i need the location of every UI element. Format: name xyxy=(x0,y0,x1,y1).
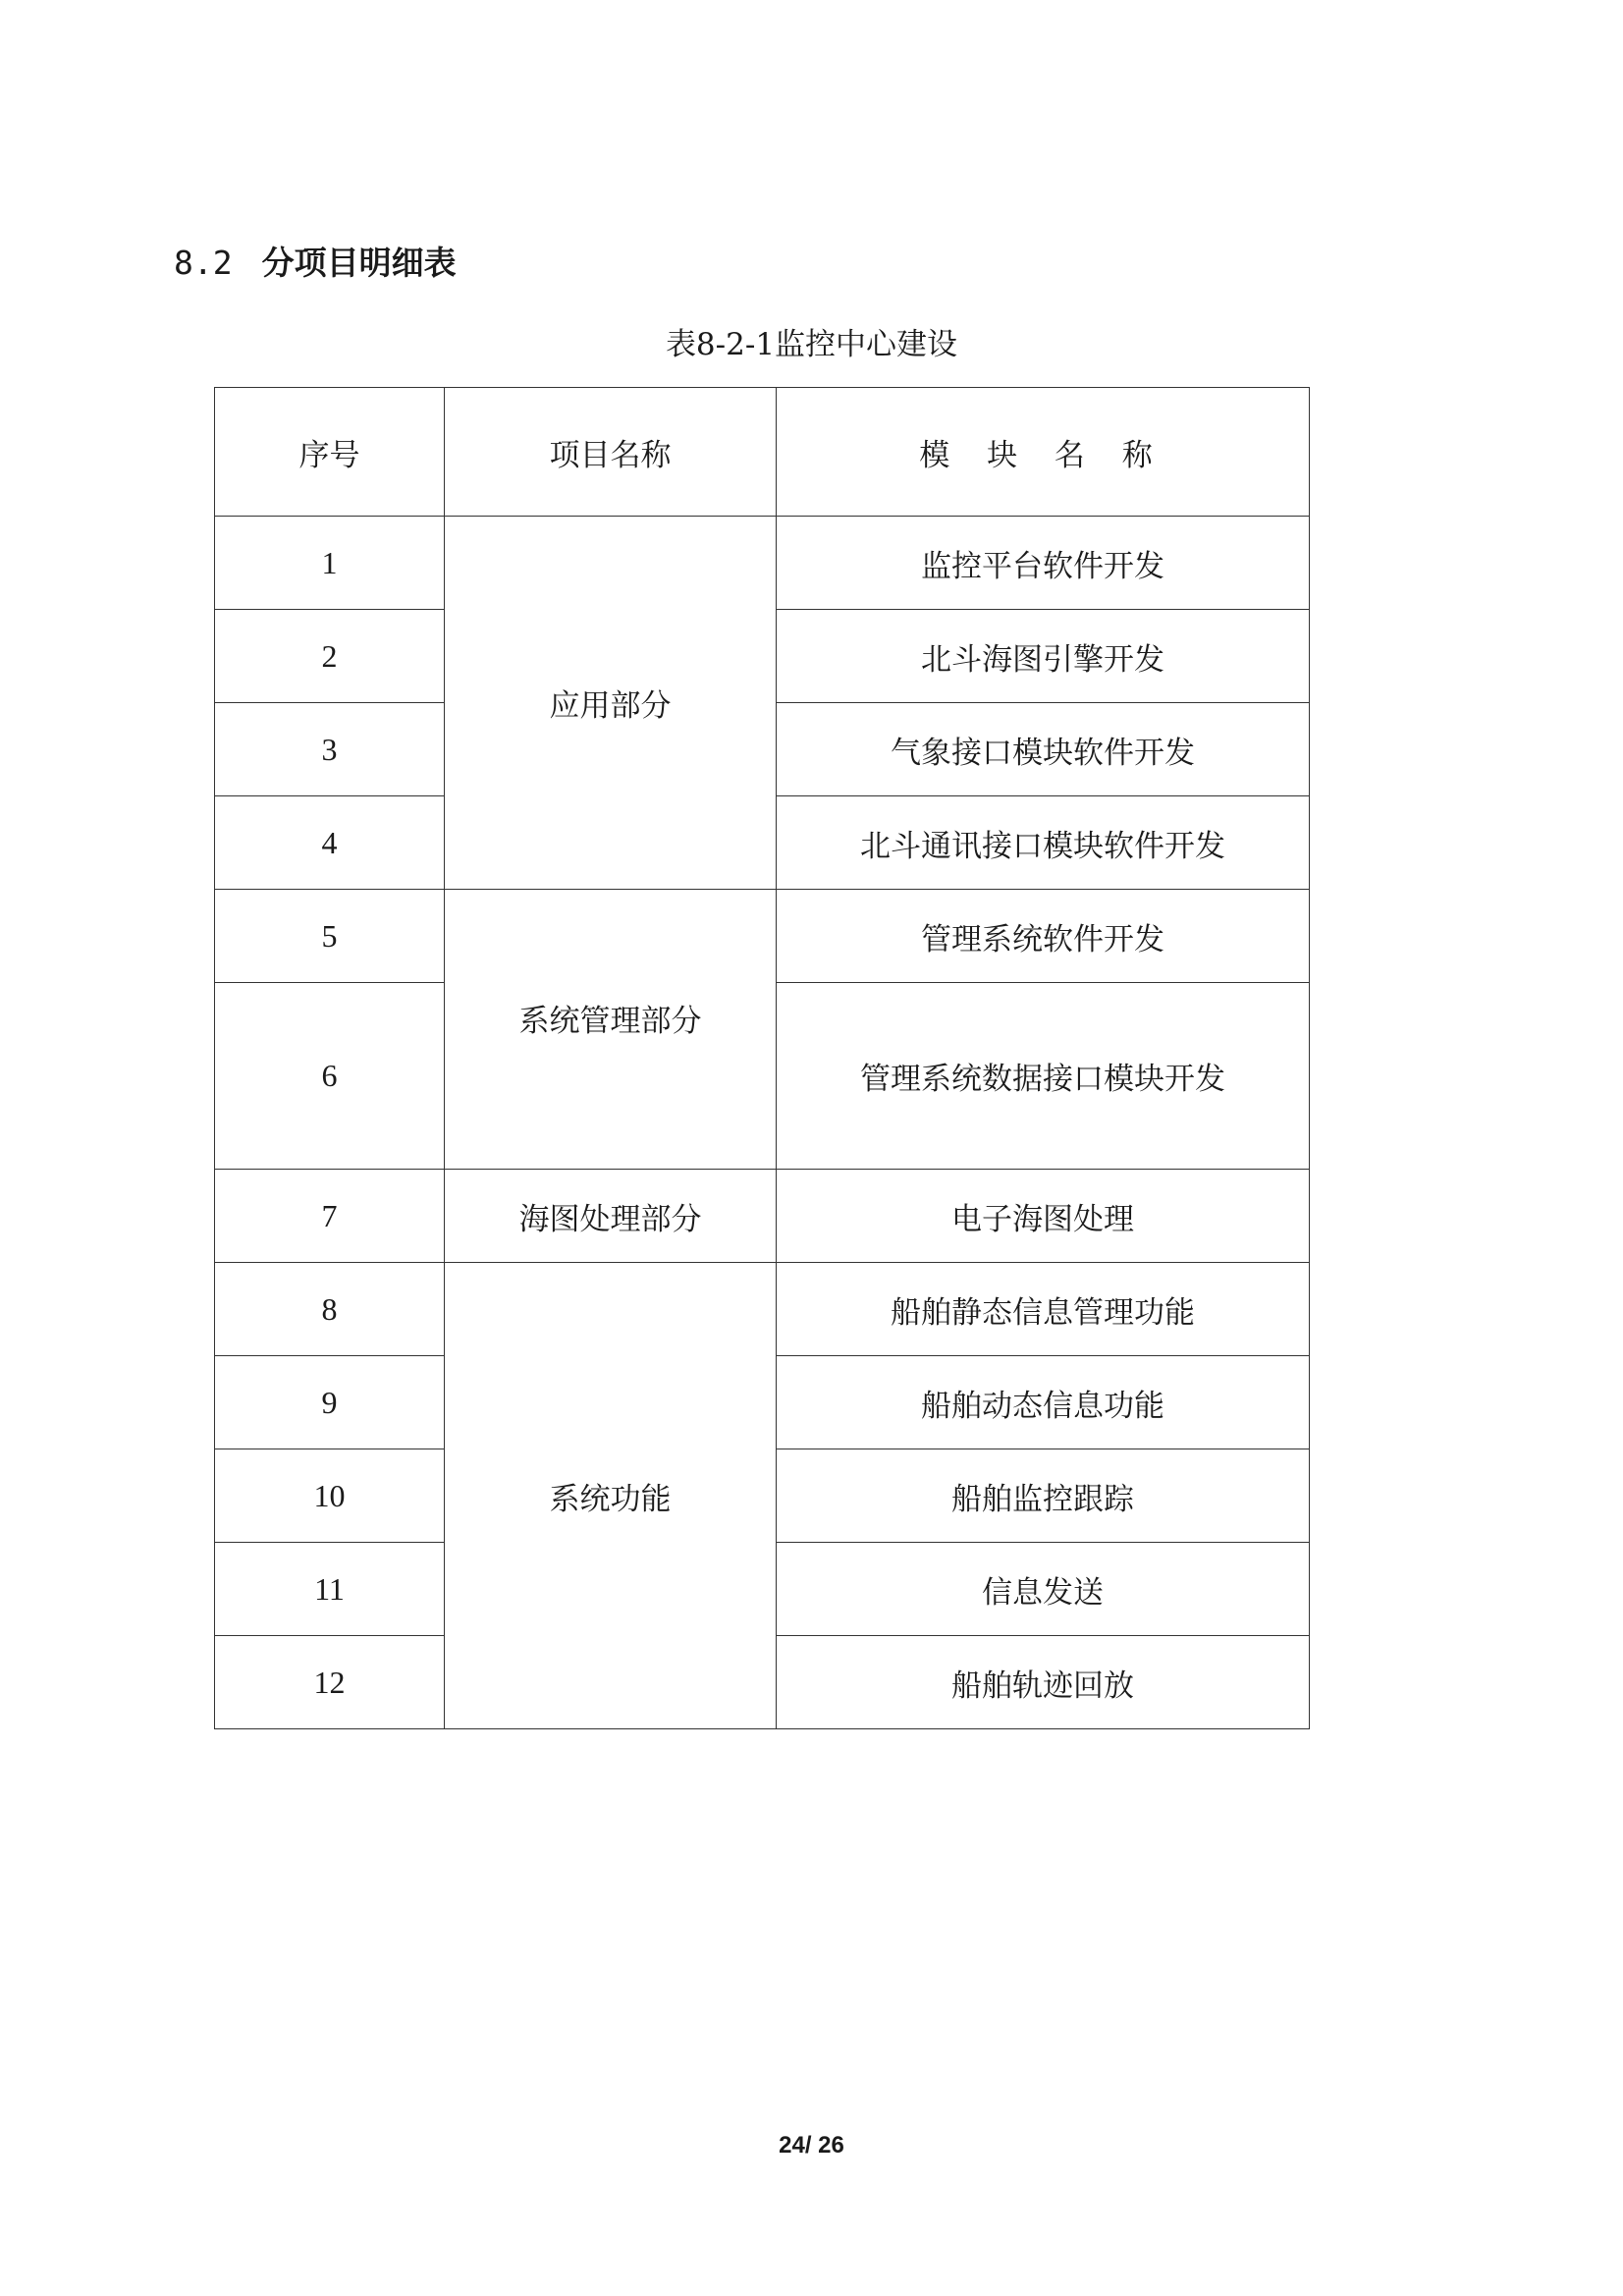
row-module: 管理系统软件开发 xyxy=(777,890,1310,983)
group-project: 应用部分 xyxy=(445,517,777,890)
header-module: 模 块 名 称 xyxy=(777,388,1310,517)
group-project: 系统管理部分 xyxy=(445,890,777,1170)
group-project: 系统功能 xyxy=(445,1263,777,1729)
group-project: 海图处理部分 xyxy=(445,1170,777,1263)
row-module: 船舶轨迹回放 xyxy=(777,1636,1310,1729)
row-index: 7 xyxy=(215,1170,445,1263)
section-number: 8.2 xyxy=(174,244,233,282)
row-index: 1 xyxy=(215,517,445,610)
row-index: 4 xyxy=(215,796,445,890)
row-index: 10 xyxy=(215,1449,445,1543)
header-index: 序号 xyxy=(215,388,445,517)
row-module: 电子海图处理 xyxy=(777,1170,1310,1263)
row-index: 6 xyxy=(215,983,445,1170)
row-index: 3 xyxy=(215,703,445,796)
row-index: 11 xyxy=(215,1543,445,1636)
row-module: 北斗通讯接口模块软件开发 xyxy=(777,796,1310,890)
page-number: 24/ 26 xyxy=(779,2132,844,2159)
row-module: 船舶监控跟踪 xyxy=(777,1449,1310,1543)
row-module: 监控平台软件开发 xyxy=(777,517,1310,610)
table-caption: 表8-2-1监控中心建设 xyxy=(665,327,958,362)
row-module: 北斗海图引擎开发 xyxy=(777,610,1310,703)
detail-table xyxy=(214,387,1310,1729)
table-header-row xyxy=(215,388,1310,517)
row-index: 2 xyxy=(215,610,445,703)
row-module: 气象接口模块软件开发 xyxy=(777,703,1310,796)
row-module: 管理系统数据接口模块开发 xyxy=(777,983,1310,1170)
row-module: 船舶静态信息管理功能 xyxy=(777,1263,1310,1356)
row-index: 12 xyxy=(215,1636,445,1729)
row-module: 信息发送 xyxy=(777,1543,1310,1636)
row-index: 5 xyxy=(215,890,445,983)
table-row xyxy=(215,890,1310,983)
header-project: 项目名称 xyxy=(445,388,777,517)
section-title: 分项目明细表 xyxy=(261,244,457,282)
row-index: 9 xyxy=(215,1356,445,1449)
table-row xyxy=(215,1263,1310,1356)
section-heading xyxy=(174,242,457,285)
table-row xyxy=(215,517,1310,610)
row-index: 8 xyxy=(215,1263,445,1356)
table-row xyxy=(215,1170,1310,1263)
row-module: 船舶动态信息功能 xyxy=(777,1356,1310,1449)
